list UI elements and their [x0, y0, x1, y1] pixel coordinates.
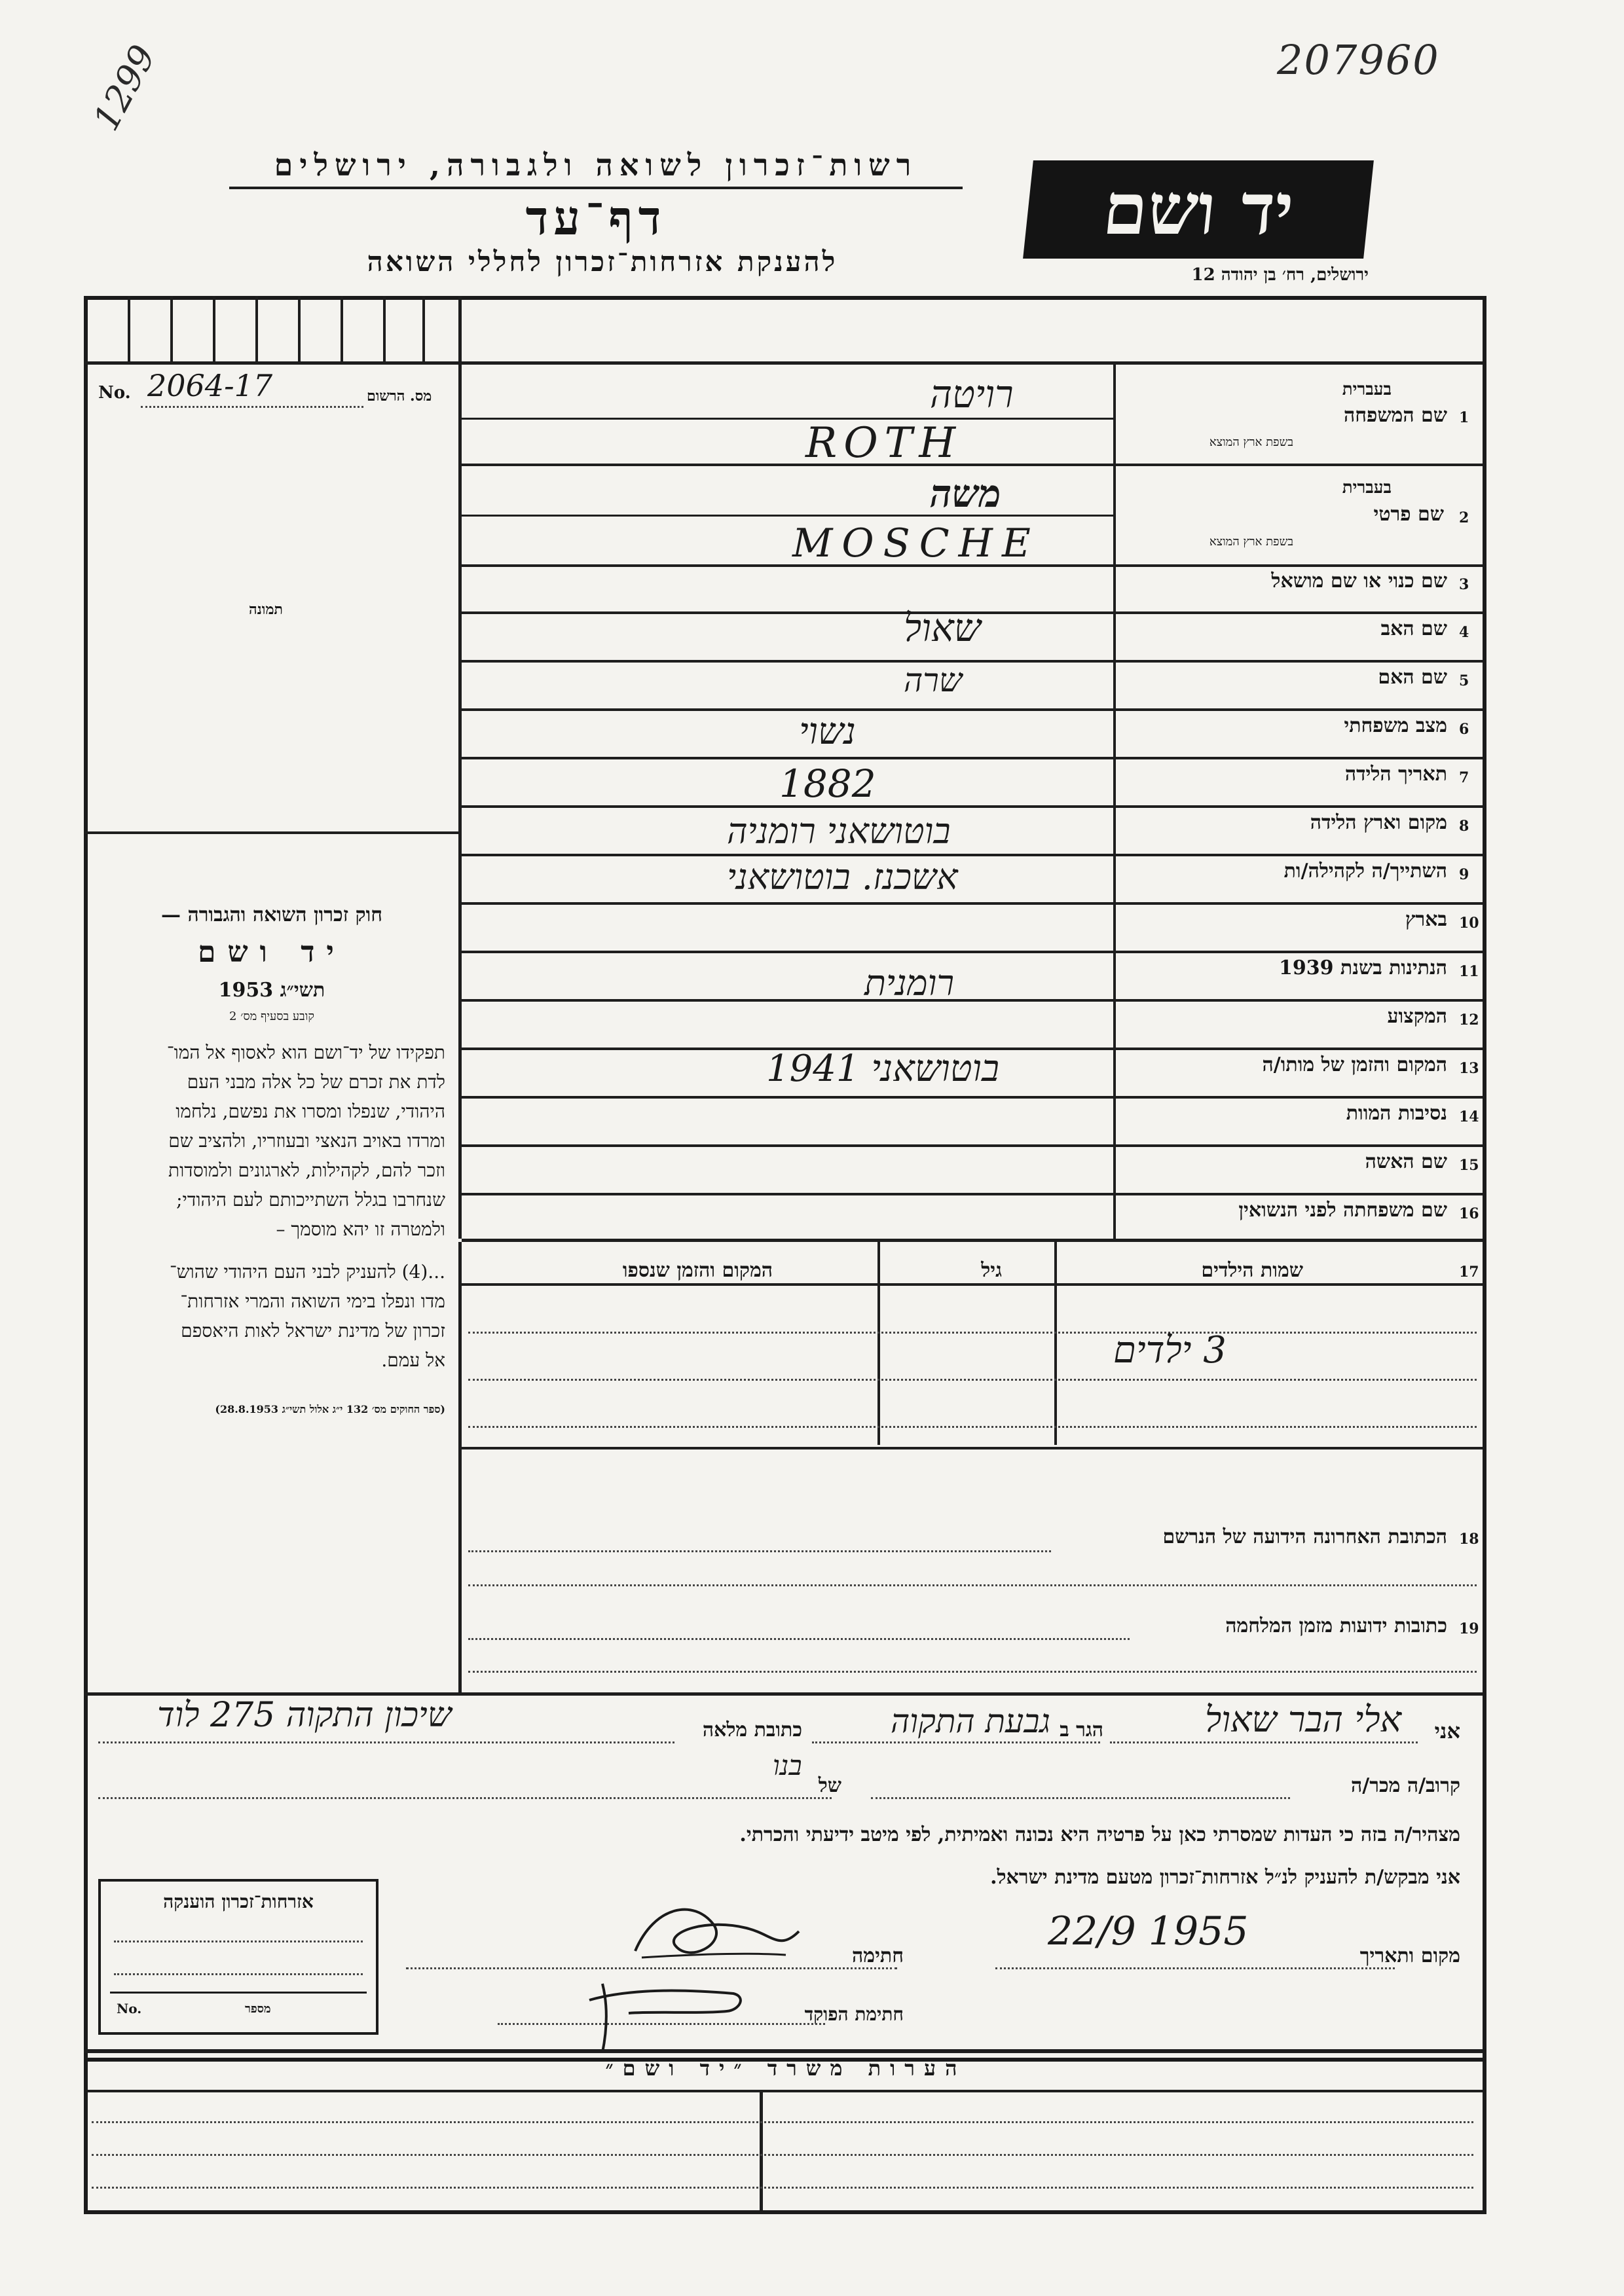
- law-para2-line: ...(4) להעניק לבני העם היהודי שהוש־: [170, 1261, 445, 1283]
- citizenship-stamp-box: [98, 1879, 378, 2035]
- field-number: 3: [1459, 576, 1469, 593]
- strip-box-divider: [213, 296, 215, 361]
- field-number: 7: [1459, 769, 1469, 786]
- stamp-num-label: מספר: [245, 2002, 271, 2016]
- family-name-hebrew-value[interactable]: רויטה: [930, 372, 1014, 416]
- row-sep: [462, 854, 1483, 856]
- stamp-line: [114, 1941, 363, 1942]
- relation-label: קרוב/ה מכר/ה: [1351, 1774, 1460, 1797]
- law-para1-line: היהודי, שנפלו ומסרו את נפשם, נלחמו: [175, 1101, 445, 1122]
- law-line3: תשי״ג 1953: [218, 979, 325, 1002]
- field-number: 10: [1459, 915, 1479, 932]
- birth-date-value[interactable]: 1882: [779, 761, 876, 806]
- org-name: רשות־זכרון לשואה ולגבורה, ירושלים: [274, 147, 918, 183]
- office-notes-title: הערות משרד ״יד ושם״: [605, 2056, 967, 2081]
- row-sep: [462, 1193, 1483, 1195]
- resides-label: הגר ב: [1060, 1719, 1103, 1741]
- row-sep: [462, 805, 1483, 808]
- form-title: דף־עד: [525, 190, 667, 246]
- row-sep: [462, 708, 1483, 711]
- field-sub-origin: בשפת ארץ המוצא: [1209, 535, 1293, 549]
- field-number: 15: [1459, 1157, 1479, 1174]
- last-address-line: [468, 1584, 1477, 1586]
- resides-value[interactable]: גבעת התקוה: [891, 1702, 1050, 1740]
- mother-name-value[interactable]: שרה: [904, 661, 963, 699]
- side-handwritten-number: 1299: [85, 38, 164, 137]
- row-sep: [462, 1239, 1483, 1242]
- law-line4: קובע בסעיף מס׳ 2: [229, 1010, 314, 1023]
- strip-box-divider: [383, 296, 386, 361]
- registration-no-value[interactable]: 2064-17: [147, 368, 273, 403]
- strip-box-divider: [422, 296, 425, 361]
- row-sep: [462, 951, 1483, 953]
- family-name-latin-value[interactable]: ROTH: [805, 419, 963, 467]
- stamp-divider: [110, 1992, 367, 1994]
- law-para2-line: זכרון של מדינת ישראל לאות היאספם: [181, 1320, 445, 1341]
- law-para1-line: ומרדו באויב הנאצי ובעוזריו, ולהציב שם: [168, 1130, 445, 1152]
- statement-request: אני מבקש/ת להעניק לנ״ל אזרחות־זכרון מטעם מדינת ישראל.: [990, 1866, 1460, 1889]
- row-sep: [462, 660, 1483, 663]
- lower-left-divider: [458, 1242, 462, 1694]
- law-citation: (ספר החוקים מס׳ 132 י״ג אלול תשי״ג 28.8.1953): [215, 1403, 445, 1415]
- law-para1-line: שנחרבו בגלל השתייכותם לעם היהודי;: [176, 1189, 445, 1211]
- nationality-value[interactable]: רומנית: [864, 962, 955, 1004]
- community-value[interactable]: אשכנז. בוטושאני: [727, 856, 958, 898]
- org-underline: [229, 187, 963, 189]
- law-para2-line: מדו ונפלו בימי השואה והמרי אזרחות־: [180, 1290, 445, 1312]
- field-label-country: בארץ: [1405, 908, 1447, 931]
- field-number: 19: [1459, 1620, 1479, 1637]
- row-sep: [462, 464, 1483, 466]
- strip-box-divider: [341, 296, 343, 361]
- field-number: 14: [1459, 1108, 1479, 1125]
- children-row: [468, 1332, 1477, 1334]
- relation-of-label: של: [818, 1774, 841, 1797]
- field-number: 13: [1459, 1060, 1479, 1077]
- notes-frame: [84, 2053, 1486, 2214]
- field-label-birth-date: תאריך הלידה: [1344, 763, 1447, 786]
- field-label-wife-maiden-name: שם משפחתה לפני הנשואין: [1238, 1199, 1447, 1222]
- marital-status-value[interactable]: נשוי: [799, 710, 856, 753]
- field-label-death-circumstances: נסיבות המוות: [1346, 1102, 1447, 1125]
- field-number: 4: [1459, 624, 1469, 641]
- law-para2: [98, 1257, 445, 1375]
- law-line1: חוק זכרון השואה והגבורה —: [161, 903, 382, 926]
- law-para1: [98, 1038, 445, 1244]
- children-header-line: [462, 1283, 1483, 1286]
- wartime-address-line: [468, 1638, 1130, 1640]
- field-number: 12: [1459, 1011, 1479, 1029]
- strip-box-divider: [128, 296, 130, 361]
- birth-place-value[interactable]: בוטושאני רומניה: [727, 811, 951, 852]
- law-line2: יד ושם: [198, 936, 346, 969]
- address-line: [98, 1741, 674, 1743]
- row-sep: [462, 1144, 1483, 1147]
- photo-label: תמונה: [249, 601, 283, 618]
- stamp-no-label: No.: [117, 2001, 142, 2016]
- row-sep: [462, 418, 1113, 420]
- field-number: 11: [1459, 963, 1479, 980]
- field-label-first-name: שם פרטי: [1373, 503, 1444, 526]
- address-label: כתובת מלאה: [702, 1719, 802, 1741]
- official-signature[interactable]: [576, 1971, 773, 2056]
- label-column-divider: [1113, 365, 1116, 1239]
- field-sub-hebrew: בעברית: [1342, 478, 1392, 498]
- children-row: [468, 1379, 1477, 1381]
- wartime-address-line: [468, 1671, 1477, 1673]
- address: ירושלים, רח׳ בן יהודה 12: [1191, 265, 1369, 285]
- field-number: 9: [1459, 866, 1469, 883]
- field-label-nickname: שם כנוי או שם מושאל: [1271, 570, 1447, 592]
- signature-label: חתימה: [852, 1944, 904, 1967]
- registration-no-label-he: מס. הרשום: [367, 388, 432, 405]
- father-name-value[interactable]: שאול: [904, 606, 981, 650]
- strip-box-divider: [170, 296, 173, 361]
- row-sep: [462, 1096, 1483, 1099]
- declarant-name-value[interactable]: אלי הבר שאול: [1205, 1699, 1402, 1740]
- date-line: [995, 1967, 1395, 1969]
- law-para2-line: אל עמם.: [381, 1349, 445, 1371]
- registration-no-label: No.: [98, 383, 131, 403]
- relation-target-line: [98, 1797, 832, 1799]
- field-label-family-name: שם המשפחה: [1343, 404, 1447, 427]
- field-label-last-address: הכתובת האחרונה הידועה של הנרשם: [1162, 1525, 1447, 1548]
- field-label-mother-name: שם האם: [1378, 666, 1447, 689]
- row-sep: [462, 999, 1483, 1002]
- row-sep: [462, 902, 1483, 905]
- children-col-place: המקום והזמן שנספו: [622, 1259, 773, 1282]
- strip-box-divider: [255, 296, 258, 361]
- field-number: 17: [1459, 1264, 1479, 1281]
- field-sub-hebrew: בעברית: [1342, 380, 1392, 399]
- stamp-line: [114, 1973, 363, 1975]
- children-col-names: שמות הילדים: [1201, 1259, 1303, 1282]
- field-label-marital-status: מצב משפחתי: [1344, 714, 1447, 737]
- field-number: 2: [1459, 509, 1469, 526]
- official-signature-label: חתימת הפוקד: [804, 2003, 904, 2025]
- law-para1-line: וזכר להם, לקהילות, לארגונים ולמוסדות: [168, 1159, 445, 1181]
- field-number: 16: [1459, 1205, 1479, 1222]
- top-handwritten-number: 207960: [1277, 36, 1440, 84]
- field-number: 18: [1459, 1531, 1479, 1548]
- first-name-hebrew-value[interactable]: משה: [930, 471, 1001, 516]
- top-strip-line: [84, 361, 1483, 365]
- declarant-name-line: [1110, 1741, 1418, 1743]
- photo-bottom-line: [84, 831, 460, 834]
- relation-value[interactable]: בנו: [773, 1749, 802, 1781]
- date-value[interactable]: 22/9 1955: [1048, 1908, 1249, 1954]
- field-number: 1: [1459, 409, 1469, 426]
- declarant-signature[interactable]: [616, 1892, 812, 1977]
- field-number: 6: [1459, 721, 1469, 738]
- law-para1-line: תפקידו של יד־ושם הוא לאסוף אל המו־: [166, 1042, 445, 1063]
- registration-dots: [141, 406, 363, 408]
- statement-truth: מצהיר/ה בזה כי העדות שמסרתי כאן על פרטיה היא נכונה ואמיתית, לפי מיטב ידיעתי והכרתי.: [739, 1823, 1460, 1846]
- children-col-divider: [877, 1242, 880, 1445]
- field-label-wartime-addresses: כתובות ידועות מזמן המלחמה: [1225, 1614, 1447, 1637]
- children-row: [468, 1426, 1477, 1428]
- place-date-label: מקום ותאריך: [1359, 1944, 1460, 1967]
- stamp-box-title: אזרחות־זכרון הוענקה: [163, 1891, 314, 1912]
- children-entry-value[interactable]: 3 ילדים: [1113, 1329, 1227, 1372]
- field-label-birth-place: מקום וארץ הלידה: [1310, 811, 1447, 834]
- death-place-time-value[interactable]: בוטושאני 1941: [766, 1048, 999, 1090]
- field-sub-origin: בשפת ארץ המוצא: [1209, 435, 1293, 449]
- row-sep: [462, 757, 1483, 759]
- last-address-line: [468, 1550, 1051, 1552]
- strip-box-divider: [298, 296, 301, 361]
- resides-line: [812, 1741, 1100, 1743]
- field-label-nationality-1939: הנתינות בשנת 1939: [1278, 957, 1447, 979]
- law-box: [98, 900, 445, 1424]
- children-bottom-line: [462, 1447, 1483, 1449]
- field-label-community: השתייך/ה לקהילה/ות: [1283, 860, 1447, 883]
- row-sep: [462, 515, 1113, 517]
- form-subtitle: להענקת אזרחות־זכרון לחללי השואה: [367, 246, 838, 278]
- declaration-prefix: אני: [1434, 1719, 1460, 1743]
- field-label-death-place-time: המקום והזמן של מותו/ה: [1262, 1053, 1447, 1076]
- full-address-value[interactable]: שיכון התקוה 275 לוד: [157, 1696, 452, 1735]
- logo-text: יד ושם: [1099, 168, 1298, 251]
- law-para1-line: ולמטרה זו יהא מוסמך –: [276, 1218, 445, 1240]
- children-col-divider: [1054, 1242, 1057, 1445]
- field-label-father-name: שם האב: [1380, 617, 1447, 640]
- relation-line: [871, 1797, 1290, 1799]
- field-label-profession: המקצוע: [1387, 1005, 1447, 1028]
- children-col-age: גיל: [981, 1259, 1002, 1282]
- first-name-latin-value[interactable]: MOSCHE: [792, 520, 1040, 566]
- field-label-wife-name: שם האשה: [1365, 1150, 1447, 1173]
- yad-vashem-logo: [1023, 160, 1374, 259]
- field-number: 8: [1459, 818, 1469, 835]
- field-number: 5: [1459, 672, 1469, 689]
- law-para1-line: לדת את זכרם של כל אלה מבני העם: [187, 1071, 445, 1093]
